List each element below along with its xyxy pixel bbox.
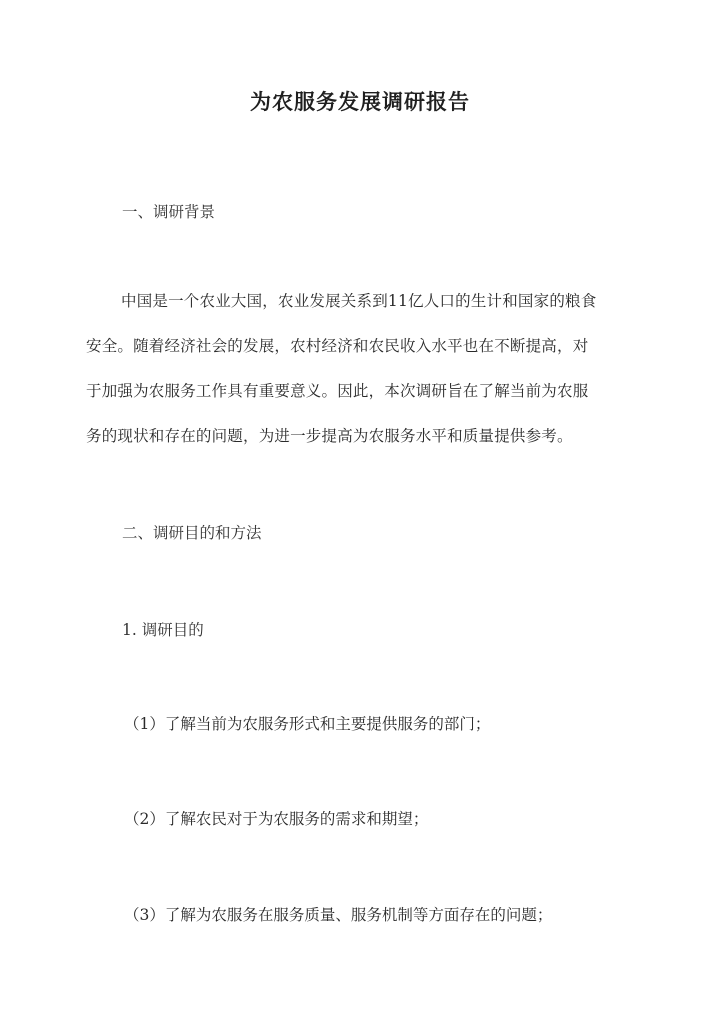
- background-paragraph: [86, 279, 636, 459]
- paragraph-line: 于加强为农服务工作具有重要意义。因此，本次调研旨在了解当前为农服: [86, 382, 589, 400]
- paragraph-line: 安全。随着经济社会的发展，农村经济和农民收入水平也在不断提高，对: [86, 337, 589, 355]
- section-heading-purpose-method: 二、调研目的和方法: [122, 524, 262, 542]
- list-item: （2）了解农民对于为农服务的需求和期望；: [124, 810, 429, 828]
- paragraph-line: 务的现状和存在的问题，为进一步提高为农服务水平和质量提供参考。: [86, 427, 573, 445]
- subsection-heading-purpose: 1. 调研目的: [122, 621, 204, 639]
- document-title: 为农服务发展调研报告: [250, 89, 470, 114]
- list-item: （1）了解当前为农服务形式和主要提供服务的部门；: [124, 715, 491, 733]
- list-item: （3）了解为农服务在服务质量、服务机制等方面存在的问题；: [124, 906, 553, 924]
- section-heading-background: 一、调研背景: [122, 203, 216, 221]
- paragraph-line: 中国是一个农业大国，农业发展关系到11亿人口的生计和国家的粮食: [121, 292, 597, 310]
